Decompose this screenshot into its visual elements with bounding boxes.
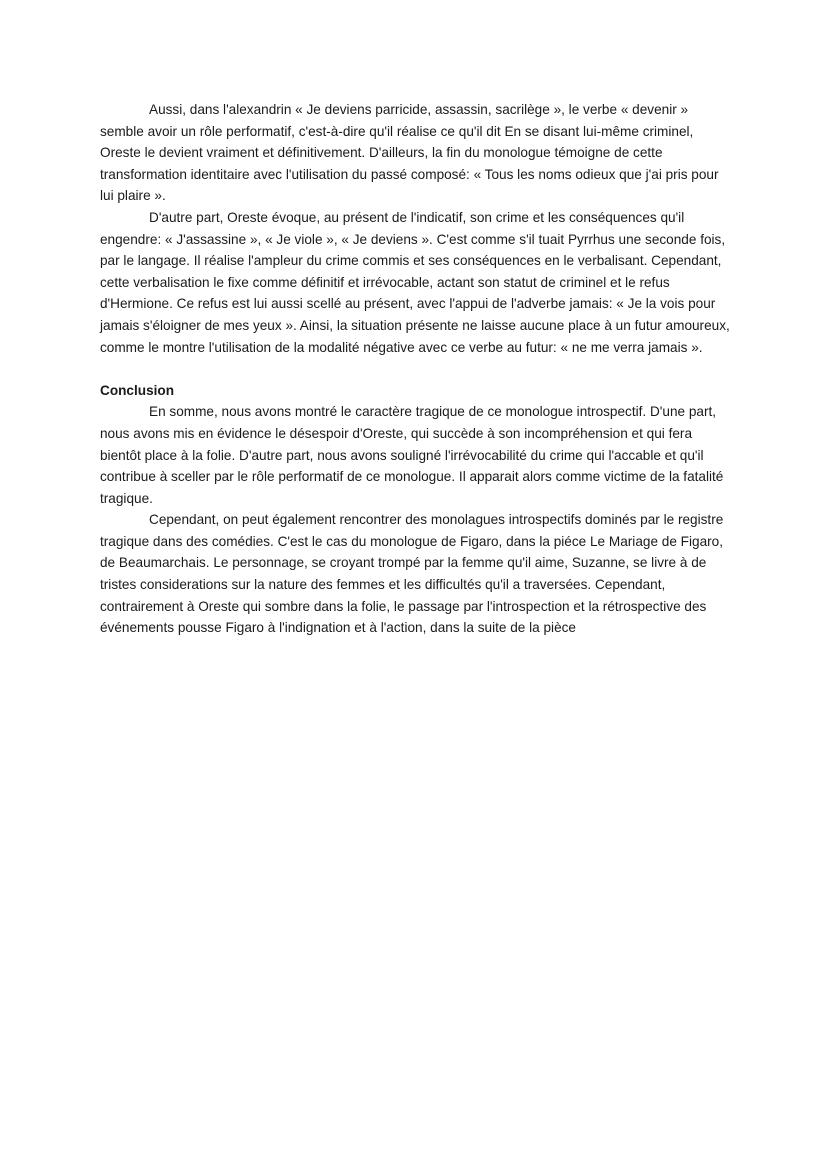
paragraph-ouverture-figaro: Cependant, on peut également rencontrer des monolagues introspectifs dominés par le registre tragique dans des comédies. C'est le cas du monologue de Figaro, dans la piéce Le Mariage de Figaro, de Beaumarchais. Le personnage, se croyant trompé par la femme qu'il aime, Suzanne, se livre à de tristes considerations sur la nature des femmes et les difficultés qu'il a traversées. Cependant, contrairement à Oreste qui sombre dans la folie, le passage par l'introspection et la rétrospective des événements pousse Figaro à l'indignation et à l'action, dans la suite de la pièce xyxy=(100,512,724,636)
paragraph-gap xyxy=(100,358,730,380)
paragraph-present-indicatif: D'autre part, Oreste évoque, au présent de l'indicatif, son crime et les conséquences qu'il engendre: « J'assassine », « Je viole », « Je deviens ». C'est comme s'il tuait Pyrrhus une seconde fois, par le langage. Il réalise l'ampleur du crime commis et ses conséquences en le verbalisant. Cependant, cette verbalisation le fixe comme définitif et irrévocable, actant son statut de criminel et le refus d'Hermione. Ce refus est lui aussi scellé au présent, avec l'appui de l'adverbe jamais: « Je la vois pour jamais s'éloigner de mes yeux ». Ainsi, la situation présente ne laisse aucune place à un futur amoureux, comme le montre l'utilisation de la modalité négative avec ce verbe au futur: « ne me verra jamais ». xyxy=(100,209,730,355)
paragraph-en-somme: En somme, nous avons montré le caractère tragique de ce monologue introspectif. D'une part, nous avons mis en évidence le désespoir d'Oreste, qui succède à son incompréhension et qui fera bientôt place à la folie. D'autre part, nous avons souligné l'irrévocabilité du crime qui l'accable et qu'il contribue à sceller par le rôle performatif de ce monologue. Il apparait alors comme victime de la fatalité tragique. xyxy=(100,404,724,506)
paragraph-alexandrin: Aussi, dans l'alexandrin « Je deviens parricide, assassin, sacrilège », le verbe « devenir » semble avoir un rôle performatif, c'est-à-dire qu'il réalise ce qu'il dit En se disant lui-même criminel, Oreste le devient vraiment et définitivement. D'ailleurs, la fin du monologue témoigne de cette transformation identitaire avec l'utilisation du passé composé: « Tous les noms odieux que j'ai pris pour lui plaire ». xyxy=(100,102,719,204)
document-body xyxy=(100,99,730,639)
conclusion-heading: Conclusion xyxy=(100,382,175,398)
